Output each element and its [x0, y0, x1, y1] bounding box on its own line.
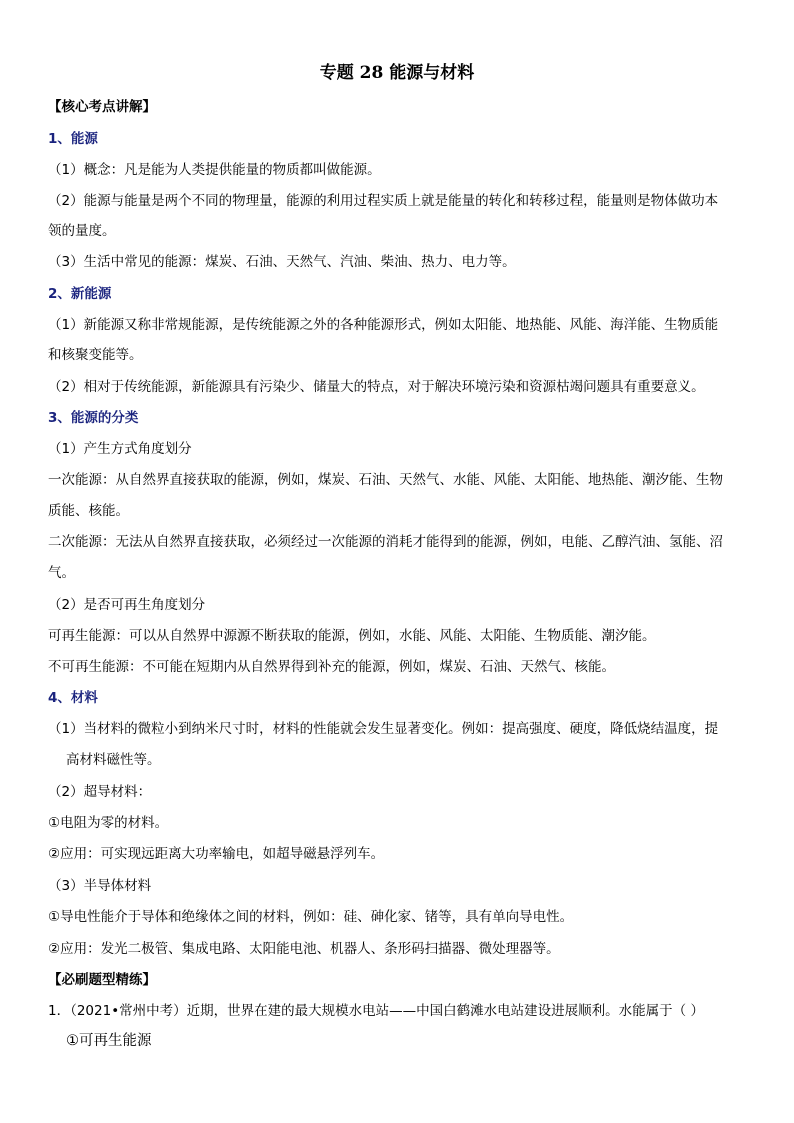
section-2-paragraph: （1）新能源又称非常规能源，是传统能源之外的各种能源形式，例如太阳能、地热能、风能、海洋能、生物质能: [48, 317, 719, 333]
section-3-heading: 3、能源的分类: [48, 410, 139, 426]
section-4-paragraph: ②应用：发光二极管、集成电路、太阳能电池、机器人、条形码扫描器、微处理器等。: [48, 941, 560, 957]
question-1-option: ①可再生能源: [66, 1033, 152, 1049]
section-4-paragraph: （3）半导体材料: [48, 878, 152, 894]
section-3-paragraph: 可再生能源：可以从自然界中源源不断获取的能源，例如，水能、风能、太阳能、生物质能、潮汐能。: [48, 628, 656, 644]
section-4-paragraph: ①导电性能介于导体和绝缘体之间的材料，例如：硅、砷化家、锗等，具有单向导电性。: [48, 909, 574, 925]
section-2-paragraph: （2）相对于传统能源，新能源具有污染少、储量大的特点，对于解决环境污染和资源枯竭问题具有重要意义。: [48, 379, 705, 395]
question-1-stem: 1．（2021•常州中考）近期，世界在建的最大规模水电站——中国白鹤滩水电站建设进展顺利。水能属于（ ）: [48, 1003, 704, 1019]
page-title: 专题 28 能源与材料: [319, 63, 475, 83]
section-3-paragraph: （1）产生方式角度划分: [48, 441, 192, 457]
section-1-paragraph: （1）概念：凡是能为人类提供能量的物质都叫做能源。: [48, 162, 381, 178]
section-1-paragraph: 领的量度。: [48, 223, 116, 239]
section-4-paragraph: ②应用：可实现远距离大功率输电，如超导磁悬浮列车。: [48, 846, 385, 862]
section-3-paragraph: 气。: [48, 565, 75, 581]
section-4-paragraph: ①电阻为零的材料。: [48, 815, 169, 831]
section-4-paragraph: （1）当材料的微粒小到纳米尺寸时，材料的性能就会发生显著变化。例如：提高强度、硬度，降低烧结温度，提: [48, 721, 719, 737]
section-2-heading: 2、新能源: [48, 286, 112, 302]
core-points-header: 【核心考点讲解】: [48, 99, 156, 115]
section-1-paragraph: （3）生活中常见的能源：煤炭、石油、天然气、汽油、柴油、热力、电力等。: [48, 254, 516, 270]
practice-header: 【必刷题型精练】: [48, 972, 156, 988]
section-4-paragraph: （2）超导材料：: [48, 784, 152, 800]
section-3-paragraph: （2）是否可再生角度划分: [48, 597, 206, 613]
section-2-paragraph: 和核聚变能等。: [48, 347, 143, 363]
section-3-paragraph: 一次能源：从自然界直接获取的能源，例如，煤炭、石油、天然气、水能、风能、太阳能、地热能、潮汐能、生物: [48, 472, 723, 488]
section-1-heading: 1、能源: [48, 131, 98, 147]
section-3-paragraph: 质能、核能。: [48, 503, 129, 519]
section-4-paragraph: 高材料磁性等。: [66, 752, 161, 768]
section-1-paragraph: （2）能源与能量是两个不同的物理量，能源的利用过程实质上就是能量的转化和转移过程，能量则是物体做功本: [48, 193, 719, 209]
section-3-paragraph: 不可再生能源：不可能在短期内从自然界得到补充的能源，例如，煤炭、石油、天然气、核能。: [48, 659, 615, 675]
section-4-heading: 4、材料: [48, 690, 98, 706]
section-3-paragraph: 二次能源：无法从自然界直接获取，必须经过一次能源的消耗才能得到的能源，例如，电能、乙醇汽油、氢能、沼: [48, 534, 723, 550]
